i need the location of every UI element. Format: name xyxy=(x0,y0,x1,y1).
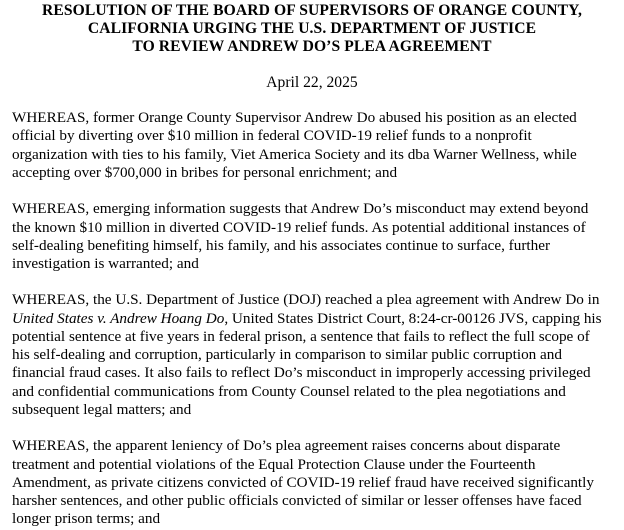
paragraph-line: financial fraud cases. It also fails to reflect Do’s misconduct in improperly accessing privileged xyxy=(12,364,591,381)
paragraph-line: the known $10 million in diverted COVID-19 relief funds. As potential additional instances of xyxy=(12,219,586,236)
paragraph-line: longer prison terms; and xyxy=(12,510,161,527)
resolution-title-line-2: CALIFORNIA URGING THE U.S. DEPARTMENT OF JUSTICE xyxy=(87,20,537,37)
paragraph-line: potential sentence at five years in federal prison, a sentence that fails to reflect the full scope of xyxy=(12,328,590,345)
resolution-title-line-3: TO REVIEW ANDREW DO’S PLEA AGREEMENT xyxy=(132,38,492,55)
paragraph-line: WHEREAS, emerging information suggests that Andrew Do’s misconduct may extend beyond xyxy=(12,200,589,217)
paragraph-line: WHEREAS, former Orange County Supervisor Andrew Do abused his position as an elected xyxy=(12,109,577,126)
paragraph-line: investigation is warranted; and xyxy=(12,255,199,272)
paragraph-line: WHEREAS, the U.S. Department of Justice (DOJ) reached a plea agreement with Andrew Do in xyxy=(12,291,600,308)
paragraph-line: subsequent legal matters; and xyxy=(12,401,192,418)
paragraph-line: self-dealing benefiting himself, his family, and his associates continue to surface, further xyxy=(12,237,551,254)
paragraph-line: WHEREAS, the apparent leniency of Do’s plea agreement raises concerns about disparate xyxy=(12,437,561,454)
paragraph-line: his self-dealing and corruption, particularly in comparison to similar public corruption and xyxy=(12,346,562,363)
resolution-title-line-1: RESOLUTION OF THE BOARD OF SUPERVISORS OF ORANGE COUNTY, xyxy=(41,2,583,19)
paragraph-line: harsher sentences, and other public officials convicted of similar or lesser offenses have faced xyxy=(12,492,582,509)
paragraph-line: and confidential communications from County Counsel related to the plea negotiations and xyxy=(12,383,566,400)
resolution-date: April 22, 2025 xyxy=(266,74,358,91)
paragraph-line: accepting over $700,000 in bribes for personal enrichment; and xyxy=(12,164,398,181)
paragraph-line-with-case-citation xyxy=(12,309,602,328)
case-name: United States v. Andrew Hoang Do xyxy=(12,310,225,327)
paragraph-line: treatment and potential violations of the Equal Protection Clause under the Fourteenth xyxy=(12,456,536,473)
paragraph-line: organization with ties to his family, Viet America Society and its dba Warner Wellness, while xyxy=(12,146,577,163)
paragraph-line: Amendment, as private citizens convicted of COVID-19 relief fraud have received significantly xyxy=(12,474,594,491)
case-citation: , United States District Court, 8:24-cr-00126 JVS, capping his xyxy=(224,310,602,327)
paragraph-line: official by diverting over $10 million in federal COVID-19 relief funds to a nonprofit xyxy=(12,127,532,144)
